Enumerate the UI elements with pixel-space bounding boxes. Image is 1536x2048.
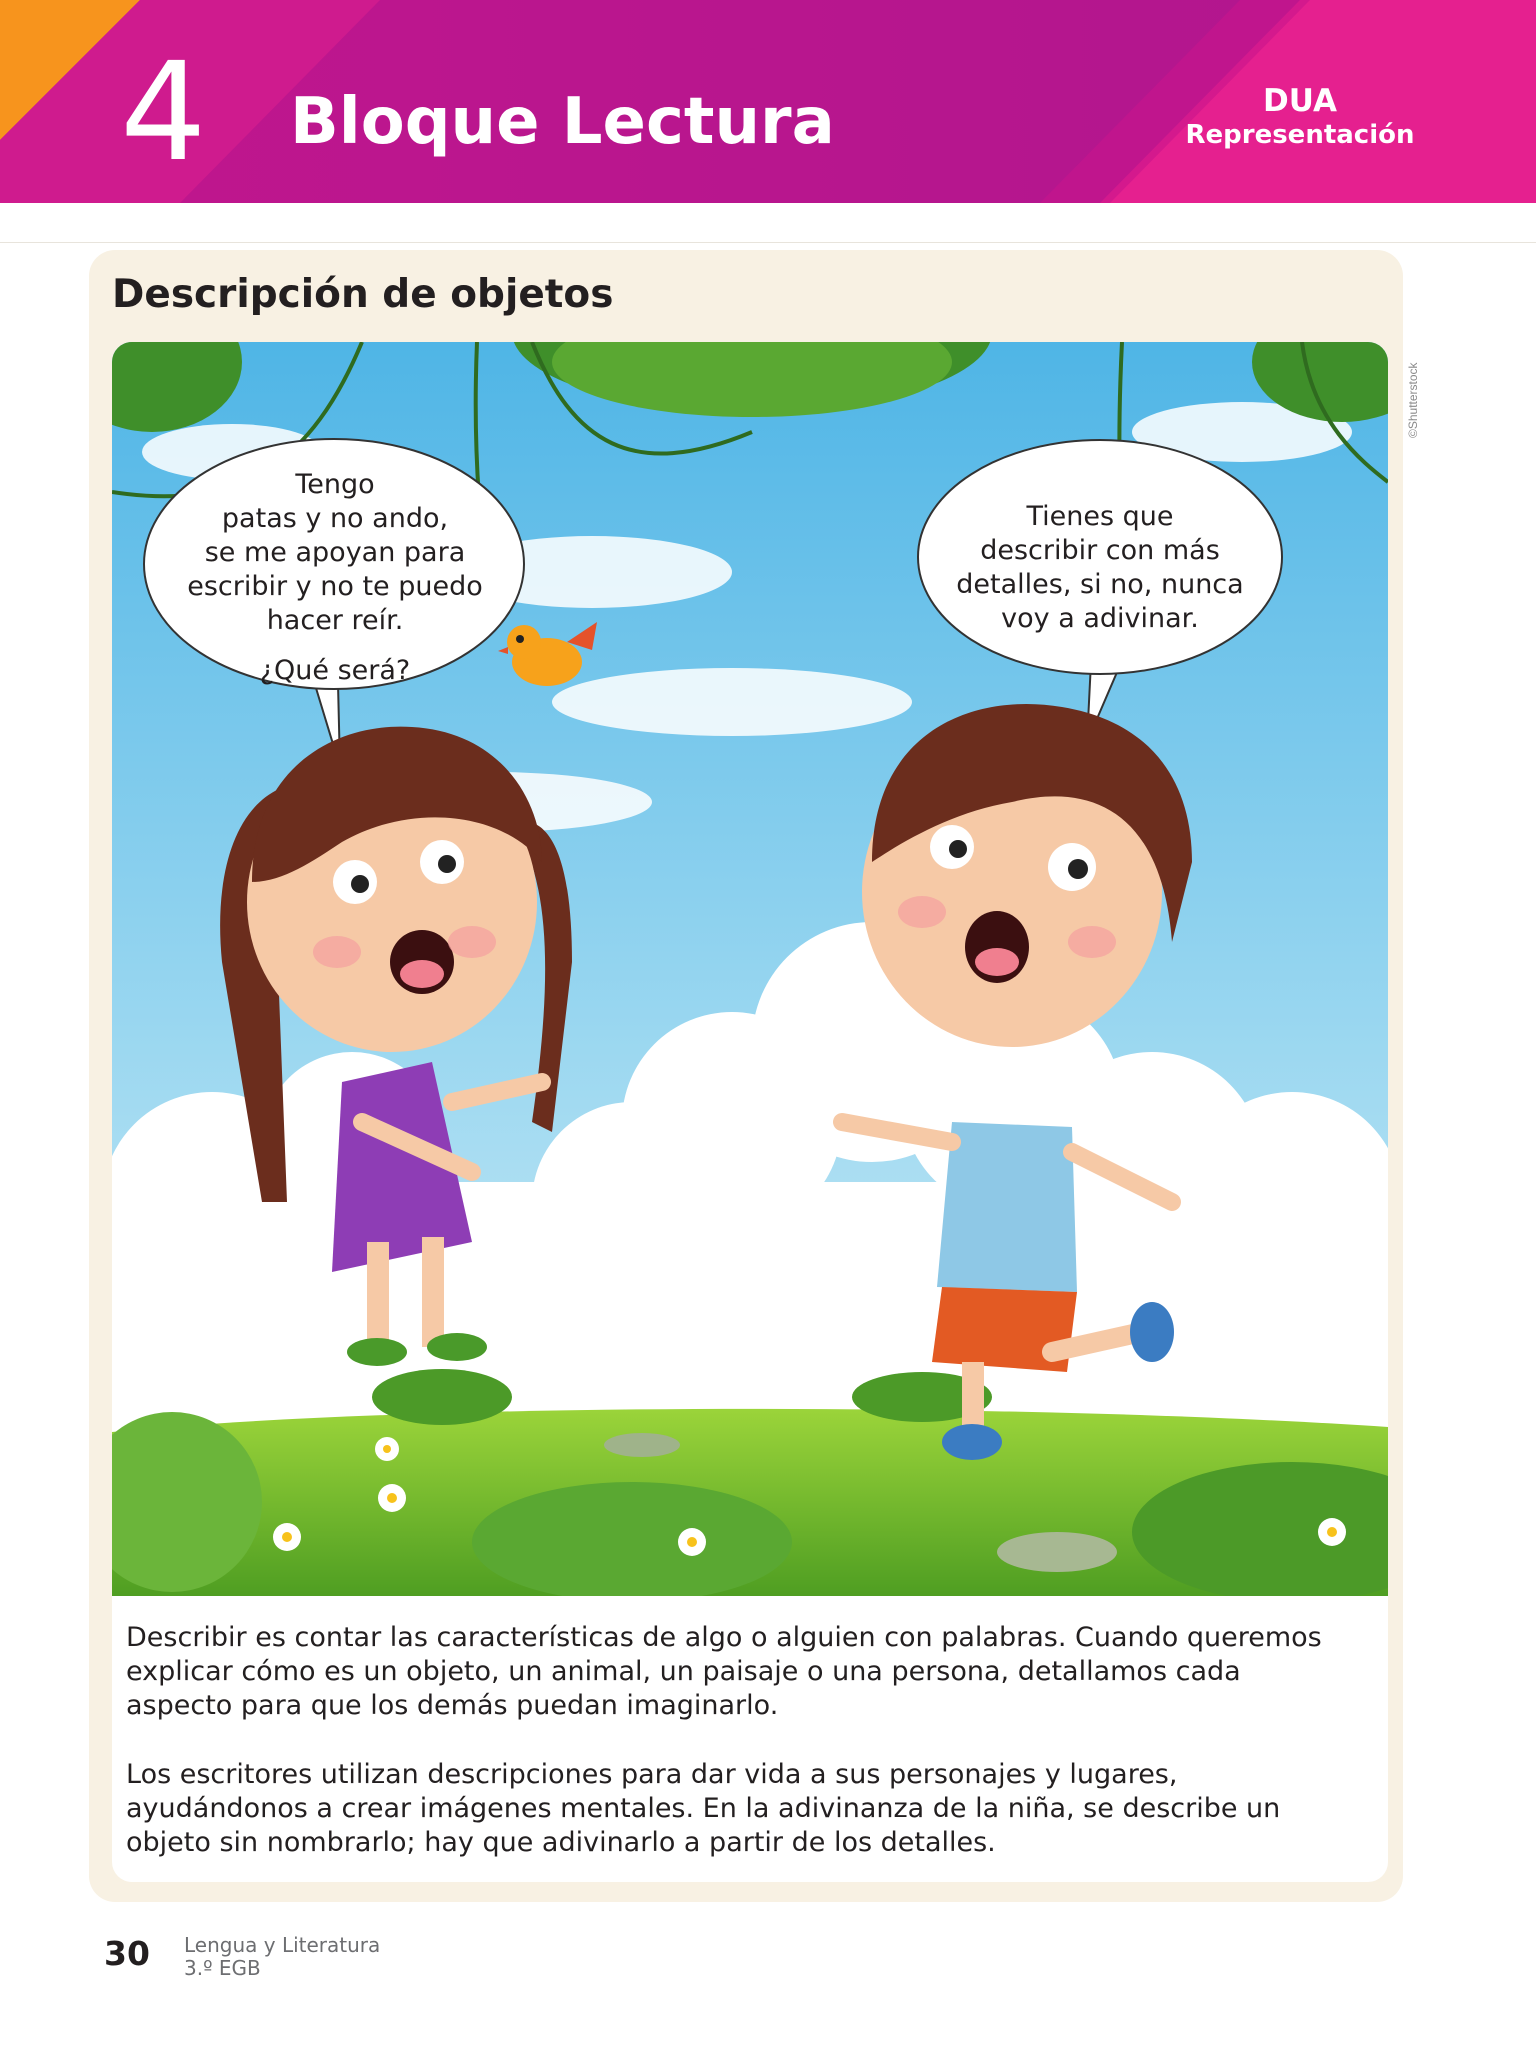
header-divider: [0, 242, 1536, 243]
riddle-line: escribir y no te puedo: [187, 571, 483, 602]
image-credit: ©Shutterstock: [1406, 362, 1420, 438]
paragraph-definition: [126, 1621, 1386, 1723]
unit-header-banner: [0, 0, 1536, 203]
paragraph-line: Describir es contar las características de algo o alguien con palabras. Cuando queremos: [126, 1622, 1322, 1653]
unit-number: 4: [120, 34, 207, 192]
unit-title: Bloque Lectura: [290, 85, 835, 159]
paragraph-line: ayudándonos a crear imágenes mentales. En la adivinanza de la niña, se describe un: [126, 1793, 1281, 1824]
paragraph-line: objeto sin nombrarlo; hay que adivinarlo a partir de los detalles.: [126, 1827, 996, 1858]
paragraph-line: explicar cómo es un objeto, un animal, un paisaje o una persona, detallamos cada: [126, 1656, 1241, 1687]
boy-bubble-text: [940, 500, 1260, 636]
page-number: 30: [104, 1934, 150, 1973]
riddle-line: hacer reír.: [266, 605, 404, 636]
riddle-line: patas y no ando,: [221, 503, 449, 534]
grade-level: 3.º EGB: [184, 1956, 261, 1980]
dua-tag: [1180, 83, 1420, 151]
subject-name: Lengua y Literatura: [184, 1933, 381, 1957]
dua-label: DUA: [1263, 83, 1337, 119]
dua-category: Representación: [1185, 120, 1415, 150]
paragraph-line: Los escritores utilizan descripciones para dar vida a sus personajes y lugares,: [126, 1759, 1178, 1790]
footer-subject: [184, 1934, 380, 1980]
paragraph-line: aspecto para que los demás puedan imaginarlo.: [126, 1690, 779, 1721]
riddle-question: ¿Qué será?: [259, 655, 411, 686]
girl-bubble-text: [170, 468, 500, 688]
paragraph-writers: [126, 1758, 1386, 1860]
riddle-line: Tengo: [295, 469, 375, 500]
reply-line: describir con más: [980, 535, 1220, 566]
section-title: Descripción de objetos: [112, 272, 614, 317]
reply-line: detalles, si no, nunca: [956, 569, 1244, 600]
riddle-line: se me apoyan para: [204, 537, 466, 568]
reply-line: Tienes que: [1026, 501, 1174, 532]
reply-line: voy a adivinar.: [1001, 603, 1199, 634]
